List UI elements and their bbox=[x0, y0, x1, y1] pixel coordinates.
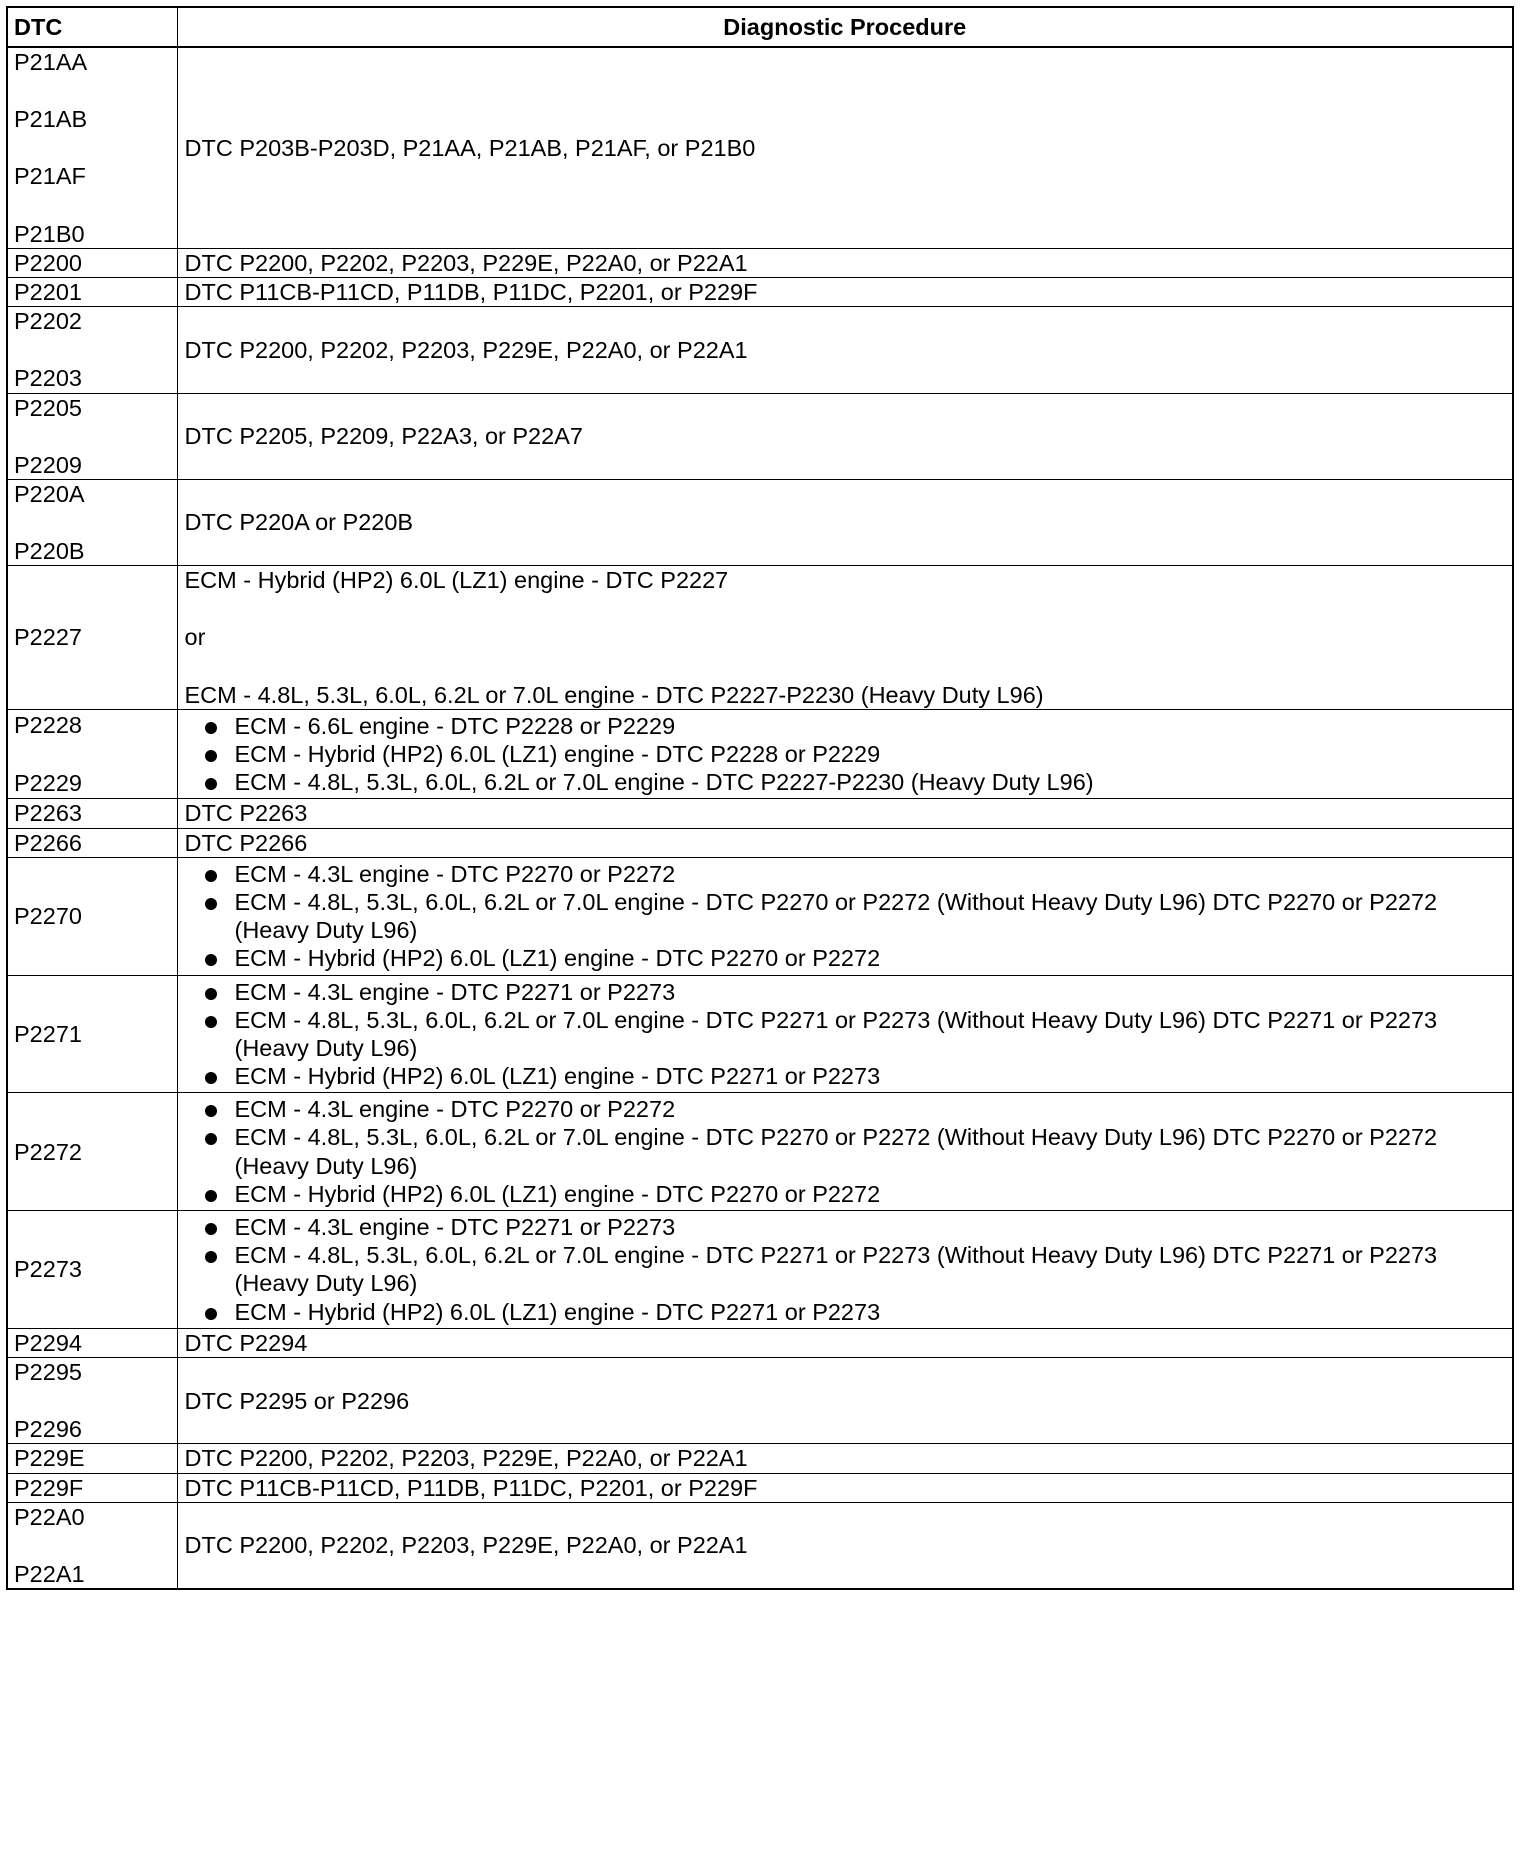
line-spacer bbox=[185, 594, 1507, 623]
code-spacer bbox=[14, 1531, 171, 1560]
line-spacer bbox=[185, 652, 1507, 681]
procedure-bullet-item: ECM - 4.3L engine - DTC P2270 or P2272 bbox=[185, 1095, 1507, 1123]
procedure-cell bbox=[177, 1473, 1513, 1502]
procedure-bullet-item: ECM - 6.6L engine - DTC P2228 or P2229 bbox=[185, 712, 1507, 740]
procedure-bullet-list bbox=[185, 858, 1507, 975]
dtc-code: P2273 bbox=[14, 1256, 82, 1283]
dtc-code-cell bbox=[7, 393, 177, 479]
dtc-code: P21AB bbox=[14, 106, 88, 133]
dtc-code-cell bbox=[7, 975, 177, 1093]
dtc-code: P22A0 bbox=[14, 1503, 85, 1530]
code-spacer bbox=[14, 508, 171, 537]
procedure-text: DTC P2205, P2209, P22A3, or P22A7 bbox=[184, 423, 583, 450]
procedure-cell bbox=[177, 1211, 1513, 1329]
dtc-code: P21B0 bbox=[14, 220, 85, 247]
dtc-code-cell bbox=[7, 307, 177, 393]
procedure-bullet-item: ECM - Hybrid (HP2) 6.0L (LZ1) engine - DTC P2228 or P2229 bbox=[185, 740, 1507, 768]
procedure-text: DTC P220A or P220B bbox=[184, 509, 414, 536]
procedure-text: DTC P2200, P2202, P2203, P229E, P22A0, or P22A1 bbox=[184, 1445, 748, 1472]
dtc-code: P2296 bbox=[14, 1416, 82, 1443]
dtc-code: P2205 bbox=[14, 394, 82, 421]
dtc-code: P2202 bbox=[14, 308, 82, 335]
procedure-bullet-item: ECM - 4.3L engine - DTC P2271 or P2273 bbox=[185, 978, 1507, 1006]
dtc-code: P2263 bbox=[14, 800, 82, 827]
procedure-text: DTC P2200, P2202, P2203, P229E, P22A0, or P22A1 bbox=[184, 249, 748, 276]
procedure-bullet-item: ECM - 4.8L, 5.3L, 6.0L, 6.2L or 7.0L engine - DTC P2270 or P2272 (Without Heavy Duty L96) DTC P2270 or P2272 (Heavy Duty L96) bbox=[185, 888, 1507, 944]
procedure-cell bbox=[177, 1502, 1513, 1589]
dtc-code-cell bbox=[7, 709, 177, 799]
dtc-code-cell bbox=[7, 479, 177, 565]
dtc-code: P2227 bbox=[14, 624, 82, 651]
dtc-code: P2201 bbox=[14, 278, 82, 305]
table-row bbox=[7, 566, 1513, 710]
procedure-line: or bbox=[184, 624, 206, 651]
procedure-text: DTC P203B-P203D, P21AA, P21AB, P21AF, or P21B0 bbox=[184, 134, 756, 161]
procedure-text: DTC P2266 bbox=[184, 829, 308, 856]
procedure-bullet-item: ECM - 4.8L, 5.3L, 6.0L, 6.2L or 7.0L engine - DTC P2271 or P2273 (Without Heavy Duty L96) DTC P2271 or P2273 (Heavy Duty L96) bbox=[185, 1006, 1507, 1062]
dtc-code-cell bbox=[7, 1093, 177, 1211]
table-row bbox=[7, 1328, 1513, 1357]
dtc-code: P2270 bbox=[14, 903, 82, 930]
table-row bbox=[7, 975, 1513, 1093]
table-row bbox=[7, 709, 1513, 799]
table-row bbox=[7, 1211, 1513, 1329]
table-row bbox=[7, 47, 1513, 248]
dtc-code: P229F bbox=[14, 1474, 84, 1501]
dtc-code: P2209 bbox=[14, 451, 82, 478]
code-spacer bbox=[14, 133, 171, 162]
procedure-bullet-item: ECM - 4.8L, 5.3L, 6.0L, 6.2L or 7.0L engine - DTC P2227-P2230 (Heavy Duty L96) bbox=[185, 768, 1507, 796]
procedure-cell bbox=[177, 828, 1513, 857]
code-spacer bbox=[14, 1386, 171, 1415]
procedure-line: ECM - 4.8L, 5.3L, 6.0L, 6.2L or 7.0L engine - DTC P2227-P2230 (Heavy Duty L96) bbox=[184, 681, 1044, 708]
table-row bbox=[7, 828, 1513, 857]
procedure-cell bbox=[177, 566, 1513, 710]
dtc-code-cell bbox=[7, 1211, 177, 1329]
dtc-code-cell bbox=[7, 1357, 177, 1443]
table-row bbox=[7, 277, 1513, 306]
dtc-code: P220A bbox=[14, 480, 85, 507]
procedure-cell bbox=[177, 307, 1513, 393]
table-body bbox=[7, 47, 1513, 1589]
procedure-cell bbox=[177, 277, 1513, 306]
header-row bbox=[7, 7, 1513, 47]
procedure-cell bbox=[177, 857, 1513, 975]
procedure-cell bbox=[177, 248, 1513, 277]
procedure-bullet-item: ECM - Hybrid (HP2) 6.0L (LZ1) engine - DTC P2271 or P2273 bbox=[185, 1298, 1507, 1326]
dtc-column-header: DTC bbox=[7, 7, 177, 47]
table-row bbox=[7, 393, 1513, 479]
dtc-code-cell bbox=[7, 566, 177, 710]
table-row bbox=[7, 1093, 1513, 1211]
procedure-cell bbox=[177, 1093, 1513, 1211]
dtc-code-cell bbox=[7, 1328, 177, 1357]
procedure-text: DTC P11CB-P11CD, P11DB, P11DC, P2201, or P229F bbox=[184, 278, 758, 305]
dtc-code: P2272 bbox=[14, 1138, 82, 1165]
table-row bbox=[7, 1444, 1513, 1473]
dtc-code: P2294 bbox=[14, 1329, 82, 1356]
dtc-code: P2228 bbox=[14, 712, 82, 739]
dtc-code-cell bbox=[7, 799, 177, 828]
procedure-cell bbox=[177, 799, 1513, 828]
code-spacer bbox=[14, 335, 171, 364]
procedure-bullet-item: ECM - 4.8L, 5.3L, 6.0L, 6.2L or 7.0L engine - DTC P2271 or P2273 (Without Heavy Duty L96) DTC P2271 or P2273 (Heavy Duty L96) bbox=[185, 1241, 1507, 1297]
dtc-procedure-table bbox=[6, 6, 1514, 1590]
procedure-text: DTC P11CB-P11CD, P11DB, P11DC, P2201, or P229F bbox=[184, 1474, 758, 1501]
procedure-cell bbox=[177, 393, 1513, 479]
procedure-cell bbox=[177, 1328, 1513, 1357]
dtc-code: P2271 bbox=[14, 1020, 82, 1047]
dtc-code: P22A1 bbox=[14, 1560, 85, 1587]
procedure-text: DTC P2200, P2202, P2203, P229E, P22A0, or P22A1 bbox=[184, 1532, 748, 1559]
procedure-bullet-item: ECM - Hybrid (HP2) 6.0L (LZ1) engine - DTC P2270 or P2272 bbox=[185, 1180, 1507, 1208]
table-row bbox=[7, 1473, 1513, 1502]
procedure-text: DTC P2294 bbox=[184, 1329, 308, 1356]
dtc-code: P229E bbox=[14, 1445, 85, 1472]
procedure-cell bbox=[177, 47, 1513, 248]
table-row bbox=[7, 1357, 1513, 1443]
procedure-cell bbox=[177, 479, 1513, 565]
dtc-code: P21AF bbox=[14, 163, 86, 190]
dtc-code: P2203 bbox=[14, 365, 82, 392]
table-row bbox=[7, 248, 1513, 277]
dtc-code-cell bbox=[7, 1502, 177, 1589]
dtc-code: P2266 bbox=[14, 829, 82, 856]
table-row bbox=[7, 307, 1513, 393]
procedure-bullet-list bbox=[185, 976, 1507, 1093]
procedure-line: ECM - Hybrid (HP2) 6.0L (LZ1) engine - DTC P2227 bbox=[184, 567, 729, 594]
procedure-text: DTC P2263 bbox=[184, 800, 308, 827]
dtc-code-cell bbox=[7, 248, 177, 277]
table-row bbox=[7, 857, 1513, 975]
procedure-bullet-list bbox=[185, 710, 1507, 799]
code-spacer bbox=[14, 740, 171, 769]
procedure-bullet-list bbox=[185, 1211, 1507, 1328]
table-row bbox=[7, 479, 1513, 565]
procedure-text: DTC P2295 or P2296 bbox=[184, 1387, 410, 1414]
dtc-code: P220B bbox=[14, 538, 85, 565]
dtc-code: P2295 bbox=[14, 1358, 82, 1385]
procedure-bullet-item: ECM - Hybrid (HP2) 6.0L (LZ1) engine - DTC P2270 or P2272 bbox=[185, 944, 1507, 972]
table-row bbox=[7, 799, 1513, 828]
procedure-bullet-item: ECM - Hybrid (HP2) 6.0L (LZ1) engine - DTC P2271 or P2273 bbox=[185, 1062, 1507, 1090]
procedure-bullet-item: ECM - 4.8L, 5.3L, 6.0L, 6.2L or 7.0L engine - DTC P2270 or P2272 (Without Heavy Duty L96) DTC P2270 or P2272 (Heavy Duty L96) bbox=[185, 1123, 1507, 1179]
table-row bbox=[7, 1502, 1513, 1589]
dtc-code-cell bbox=[7, 828, 177, 857]
dtc-code-cell bbox=[7, 47, 177, 248]
table-header bbox=[7, 7, 1513, 47]
procedure-column-header: Diagnostic Procedure bbox=[177, 7, 1513, 47]
code-spacer bbox=[14, 76, 171, 105]
dtc-code: P21AA bbox=[14, 49, 88, 75]
procedure-text: DTC P2200, P2202, P2203, P229E, P22A0, or P22A1 bbox=[184, 336, 748, 363]
procedure-cell bbox=[177, 1357, 1513, 1443]
dtc-code-cell bbox=[7, 1444, 177, 1473]
procedure-cell bbox=[177, 1444, 1513, 1473]
procedure-bullet-list bbox=[185, 1093, 1507, 1210]
procedure-cell bbox=[177, 975, 1513, 1093]
dtc-code-cell bbox=[7, 1473, 177, 1502]
dtc-code: P2229 bbox=[14, 769, 82, 796]
dtc-code-cell bbox=[7, 857, 177, 975]
dtc-code: P2200 bbox=[14, 249, 82, 276]
code-spacer bbox=[14, 191, 171, 220]
procedure-bullet-item: ECM - 4.3L engine - DTC P2270 or P2272 bbox=[185, 860, 1507, 888]
code-spacer bbox=[14, 422, 171, 451]
dtc-code-cell bbox=[7, 277, 177, 306]
procedure-cell bbox=[177, 709, 1513, 799]
procedure-bullet-item: ECM - 4.3L engine - DTC P2271 or P2273 bbox=[185, 1213, 1507, 1241]
